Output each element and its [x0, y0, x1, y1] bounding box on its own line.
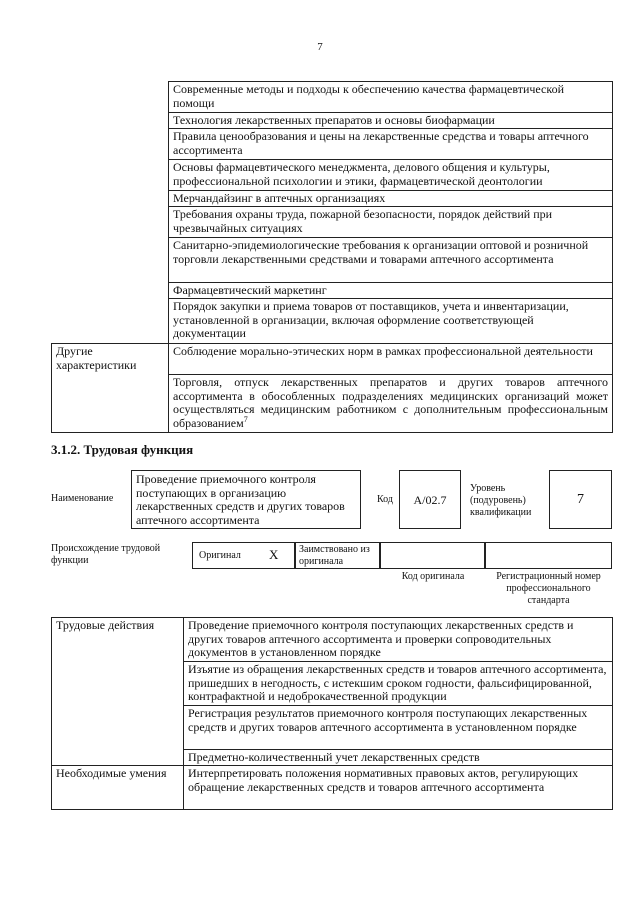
code-caption: Код оригинала — [401, 571, 465, 582]
knowledge-item: Современные методы и подходы к обеспечению качества фармацевтической помощи — [169, 82, 613, 113]
knowledge-table — [51, 81, 613, 433]
skills-label: Необходимые умения — [52, 766, 184, 810]
original-box — [192, 542, 295, 569]
action-item: Изъятие из обращения лекарственных средств и товаров аптечного ассортимента, пришедших в негодность, с истекшим сроком годности, фальсифицированной, контрафактной и недоброкачественной продукции — [184, 662, 613, 706]
section-heading: 3.1.2. Трудовая функция — [51, 442, 194, 457]
table-row — [52, 766, 613, 810]
table-row — [52, 618, 613, 662]
original-code-box — [380, 542, 485, 569]
knowledge-item: Порядок закупки и приема товаров от поставщиков, учета и инвентаризации, установленной в организации, включая оформление соответствующей документации — [169, 299, 613, 344]
level-label: Уровень (подуровень) квалификации — [470, 483, 532, 518]
origin-label: Происхождение трудовой функции — [51, 543, 161, 566]
actions-label: Трудовые действия — [52, 618, 184, 766]
code-box: А/02.7 — [399, 470, 461, 529]
registration-number-box — [485, 542, 612, 569]
page-number: 7 — [317, 41, 323, 53]
skill-item: Интерпретировать положения нормативных правовых актов, регулирующих обращение лекарственных средств и товаров аптечного ассортимента — [184, 766, 613, 810]
code-label: Код — [377, 494, 393, 505]
original-mark: Х — [269, 547, 279, 562]
table-row — [52, 82, 613, 113]
knowledge-item: Требования охраны труда, пожарной безопасности, порядок действий при чрезвычайных ситуациях — [169, 207, 613, 238]
borrowed-box: Заимствовано из оригинала — [295, 542, 380, 569]
knowledge-item: Фармацевтический маркетинг — [169, 283, 613, 299]
level-box: 7 — [549, 470, 612, 529]
other-characteristics-label: Другие характеристики — [52, 344, 169, 433]
table-row — [52, 344, 613, 375]
labor-actions-table — [51, 617, 613, 810]
knowledge-item: Основы фармацевтического менеджмента, делового общения и культуры, профессиональной психологии и этики, фармацевтической деонтологии — [169, 160, 613, 191]
other-item — [169, 375, 613, 433]
knowledge-item: Мерчандайзинг в аптечных организациях — [169, 191, 613, 207]
other-item-text: Торговля, отпуск лекарственных препаратов и других товаров аптечного ассортимента в обособленных подразделениях медицинских организаций может осуществляться медицинским работником с дополнительным профессиональным образованием — [173, 375, 608, 430]
function-name-box: Проведение приемочного контроля поступающих в организацию лекарственных средств и других товаров аптечного ассортимента — [131, 470, 361, 529]
name-label: Наименование — [51, 493, 114, 504]
registration-caption: Регистрационный номер профессионального стандарта — [496, 571, 601, 606]
action-item: Предметно-количественный учет лекарственных средств — [184, 750, 613, 766]
action-item: Регистрация результатов приемочного контроля поступающих лекарственных средств и других товаров аптечного ассортимента в установленном порядке — [184, 706, 613, 750]
original-label: Оригинал — [199, 550, 241, 561]
action-item: Проведение приемочного контроля поступающих лекарственных средств и других товаров аптечного ассортимента и проверки сопроводительных документов в установленном порядке — [184, 618, 613, 662]
knowledge-item: Санитарно-эпидемиологические требования к организации оптовой и розничной торговли лекарственными средствами и товарами аптечного ассортимента — [169, 238, 613, 283]
empty-label-cell — [52, 82, 169, 344]
knowledge-item: Технология лекарственных препаратов и основы биофармации — [169, 113, 613, 129]
other-item: Соблюдение морально-этических норм в рамках профессиональной деятельности — [169, 344, 613, 375]
footnote-mark: 7 — [243, 414, 248, 424]
knowledge-item: Правила ценообразования и цены на лекарственные средства и товары аптечного ассортимента — [169, 129, 613, 160]
